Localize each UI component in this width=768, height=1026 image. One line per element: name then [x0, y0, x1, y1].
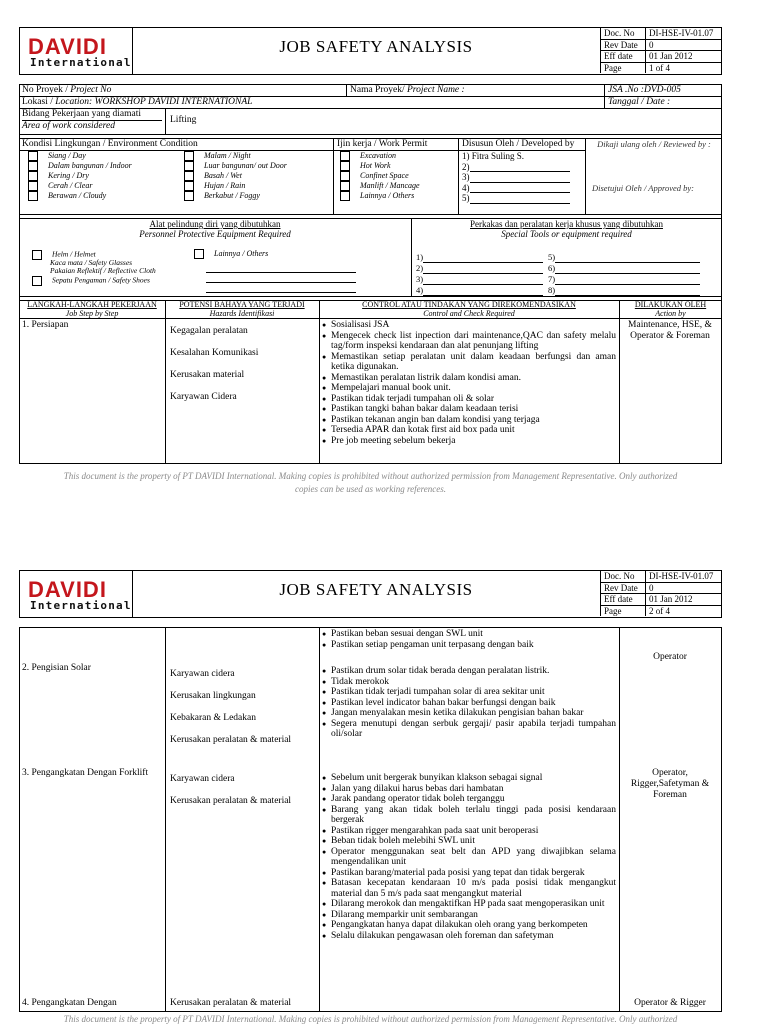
- checkbox[interactable]: [340, 151, 350, 161]
- hazards-step-1: Kegagalan peralatan Kesalahan Komunikasi Kerusakan material Karyawan Cidera: [170, 326, 259, 402]
- developed-title: Disusun Oleh / Developed by: [462, 139, 575, 149]
- location-field: Lokasi / Location: WORKSHOP DAVIDI INTERNATIONAL: [22, 97, 253, 107]
- controls-step-2: ● Pastikan drum solar tidak berada dengan peralatan listrik. ● Tidak merokok ● Pastikan tidak terjadi tumpahan solar di area sekitar unit ● Pastikan level indicator bahan bakar berfungsi dengan baik ● Jangan menyalakan mesin ketika dilakukan pengisian bahan bakar ● Segera menutupi dengan serbuk gergaji/ pasir apabila terjadi tumpahan oli/solar: [322, 666, 616, 740]
- header-page-2: [19, 570, 722, 618]
- action-by-step-3: Operator, Rigger,Safetyman & Foreman: [630, 768, 710, 800]
- step-1: 1. Persiapan: [22, 320, 69, 330]
- project-no-field: No Proyek / Project No: [22, 85, 112, 95]
- ppe-title: Alat pelindung diri yang dibutuhkan Personnel Protective Equipment Required: [139, 219, 291, 239]
- permit-list: Excavation Hot Work Confinet Space Manlift / Mancage Lainnya / Others: [340, 151, 420, 201]
- reviewed-by-label: Dikaji ulang oleh / Reviewed by :: [597, 139, 711, 149]
- rev-value: 0: [646, 39, 723, 51]
- logo-text: DAVIDI: [28, 577, 107, 602]
- document-title: JOB SAFETY ANALYSIS: [279, 37, 473, 56]
- approved-by-label: Disetujui Oleh / Approved by:: [592, 183, 694, 193]
- doc-info-table: [600, 28, 722, 73]
- developed-list: 1) Fitra Suling S. 2) 3) 4) 5): [462, 151, 570, 204]
- tools-title: Perkakas dan peralatan kerja khusus yang dibutuhkan Special Tools or equipment required: [470, 219, 663, 239]
- page-value: 2 of 4: [646, 605, 723, 616]
- checkbox[interactable]: [340, 171, 350, 181]
- company-logo: [20, 28, 133, 74]
- work-area-label: Bidang Pekerjaan yang diamati Area of work considered: [22, 109, 162, 132]
- checkbox[interactable]: [194, 249, 204, 259]
- col-header-control: CONTROL ATAU TINDAKAN YANG DIREKOMENDASIKAN Control and Check Required: [362, 300, 576, 318]
- ppe-list: Helm / Helmet Kaca mata / Safety Glasses Pakaian Reflektif / Reflective Cloth Sepatu Pengaman / Safety Shoes: [32, 250, 156, 284]
- company-logo: [20, 571, 133, 617]
- doc-no-label: Doc. No: [601, 28, 646, 39]
- logo-subtext: International: [30, 599, 132, 612]
- controls-top-page-2: ● Pastikan beban sesuai dengan SWL unit ● Pastikan setiap pengaman unit terpasang dengan baik: [322, 629, 616, 650]
- checkbox[interactable]: [184, 181, 194, 191]
- eff-value: 01 Jan 2012: [646, 51, 723, 63]
- checkbox[interactable]: [184, 151, 194, 161]
- col-header-hazard: POTENSI BAHAYA YANG TERJADI Hazards Identifikasi: [179, 300, 305, 318]
- controls-step-1: ● Sosialisasi JSA ● Mengecek check list inpection dari maintenance,QAC dan safety melalu tag/form inspeksi kendaraan dan alat penunjang lifting ● Memastikan setiap peralatan unit dalam keadaan berfungsi dan aman ketika digunakan. ● Memastikan peralatan listrik dalam kondisi aman. ● Mempelajari manual book unit. ● Pastikan tidak terjadi tumpahan oli & solar ● Pastikan tangki bahan bakar dalam keadaan terisi ● Pastikan tekanan angin ban dalam kondisi yang terjaga ● Tersedia APAR dan kotak first aid box pada unit ● Pre job meeting sebelum bekerja: [322, 320, 616, 446]
- rev-label: Rev Date: [601, 39, 646, 51]
- checkbox[interactable]: [340, 181, 350, 191]
- doc-no-value: DI-HSE-IV-01.07: [646, 28, 723, 39]
- tools-list-right: 5) 6) 7) 8): [548, 252, 700, 296]
- controls-step-3: ● Sebelum unit bergerak bunyikan klakson sebagai signal ● Jalan yang dilakui harus bebas dari hambatan ● Jarak pandang operator tidak boleh terganggu ● Barang yang akan tidak boleh terlalu tinggi pada posisi kendaraan bergerak ● Pastikan rigger mengarahkan pada saat unit beroperasi ● Beban tidak boleh melebihi SWL unit ● Operator menggunakan seat belt dan APD yang diwajibkan selama mengendalikan unit ● Pastikan barang/material pada posisi yang tepat dan tidak bergerak ● Batasan kecepatan kendaraan 10 m/s pada posisi tidak mengangkut material dan 5 m/s pada saat mengangkut material ● Dilarang merokok dan mengaktifkan HP pada saat mengoperasikan unit ● Dilarang memparkir unit sembarangan ● Pengangkatan hanya dapat dilakukan oleh orang yang berkompeten ● Selalu dilakukan pengawasan oleh foreman dan safetyman: [322, 773, 616, 941]
- hazards-step-2: Karyawan cidera Kerusakan lingkungan Kebakaran & Ledakan Kerusakan peralatan & material: [170, 669, 292, 745]
- checkbox[interactable]: [28, 161, 38, 171]
- logo-subtext: International: [30, 56, 132, 69]
- checkbox[interactable]: [28, 191, 38, 201]
- checkbox[interactable]: [28, 171, 38, 181]
- action-by-step-2: Operator: [653, 652, 687, 662]
- checkbox[interactable]: [28, 181, 38, 191]
- checkbox[interactable]: [28, 151, 38, 161]
- checkbox[interactable]: [32, 276, 42, 286]
- eff-label: Eff date: [601, 51, 646, 63]
- col-header-by: DILAKUKAN OLEH Action by: [634, 300, 707, 318]
- footer-page-1: This document is the property of PT DAVIDI International. Making copies is prohibited without authorized permission from Management Representative. Only authorized copies can be used as working references.: [63, 471, 678, 494]
- page-value: 1 of 4: [646, 62, 723, 73]
- action-by-step-1: Maintenance, HSE, & Operator & Foreman: [628, 320, 712, 341]
- checkbox[interactable]: [340, 191, 350, 201]
- checkbox[interactable]: [340, 161, 350, 171]
- header-page-1: [19, 27, 722, 75]
- checkbox[interactable]: [184, 191, 194, 201]
- action-by-step-4: Operator & Rigger: [634, 998, 706, 1008]
- document-title: JOB SAFETY ANALYSIS: [279, 580, 473, 599]
- logo-text: DAVIDI: [28, 34, 107, 59]
- permit-title: Ijin kerja / Work Permit: [337, 139, 428, 149]
- step-2: 2. Pengisian Solar: [22, 663, 91, 673]
- tools-list-left: 1) 2) 3) 4): [416, 252, 543, 296]
- checkbox[interactable]: [184, 161, 194, 171]
- page-label: Page: [601, 62, 646, 73]
- hazards-step-4: Kerusakan peralatan & material: [170, 998, 292, 1008]
- project-name-field: Nama Proyek/ Project Name :: [350, 85, 465, 95]
- hazards-step-3: Karyawan cidera Kerusakan peralatan & material: [170, 774, 292, 806]
- ppe-other: Lainnya / Others: [194, 249, 356, 293]
- env-col-2: Malam / Night Luar bangunan/ out Door Basah / Wet Hujan / Rain Berkabut / Foggy: [184, 151, 287, 201]
- work-area-value: Lifting: [170, 115, 197, 125]
- footer-page-2: This document is the property of PT DAVIDI International. Making copies is prohibited without authorized permission from Management Representative. Only authorized: [63, 1014, 678, 1024]
- jsa-number: JSA .No :DVD-005: [608, 85, 681, 95]
- step-4: 4. Pengangkatan Dengan: [22, 998, 117, 1008]
- date-field: Tanggal / Date :: [608, 97, 671, 107]
- env-col-1: Siang / Day Dalam bangunan / Indoor Kering / Dry Cerah / Clear Berawan / Cloudy: [28, 151, 132, 201]
- env-title: Kondisi Lingkungan / Environment Condition: [22, 139, 198, 149]
- doc-info-table: Doc. No DI-HSE-IV-01.07 Rev Date 0 Eff date 01 Jan 2012 Page 2 of 4: [600, 571, 722, 616]
- col-header-step: LANGKAH-LANGKAH PEKERJAAN Job Step by Step: [27, 300, 157, 318]
- step-3: 3. Pengangkatan Dengan Forklift: [22, 768, 149, 778]
- checkbox[interactable]: [184, 171, 194, 181]
